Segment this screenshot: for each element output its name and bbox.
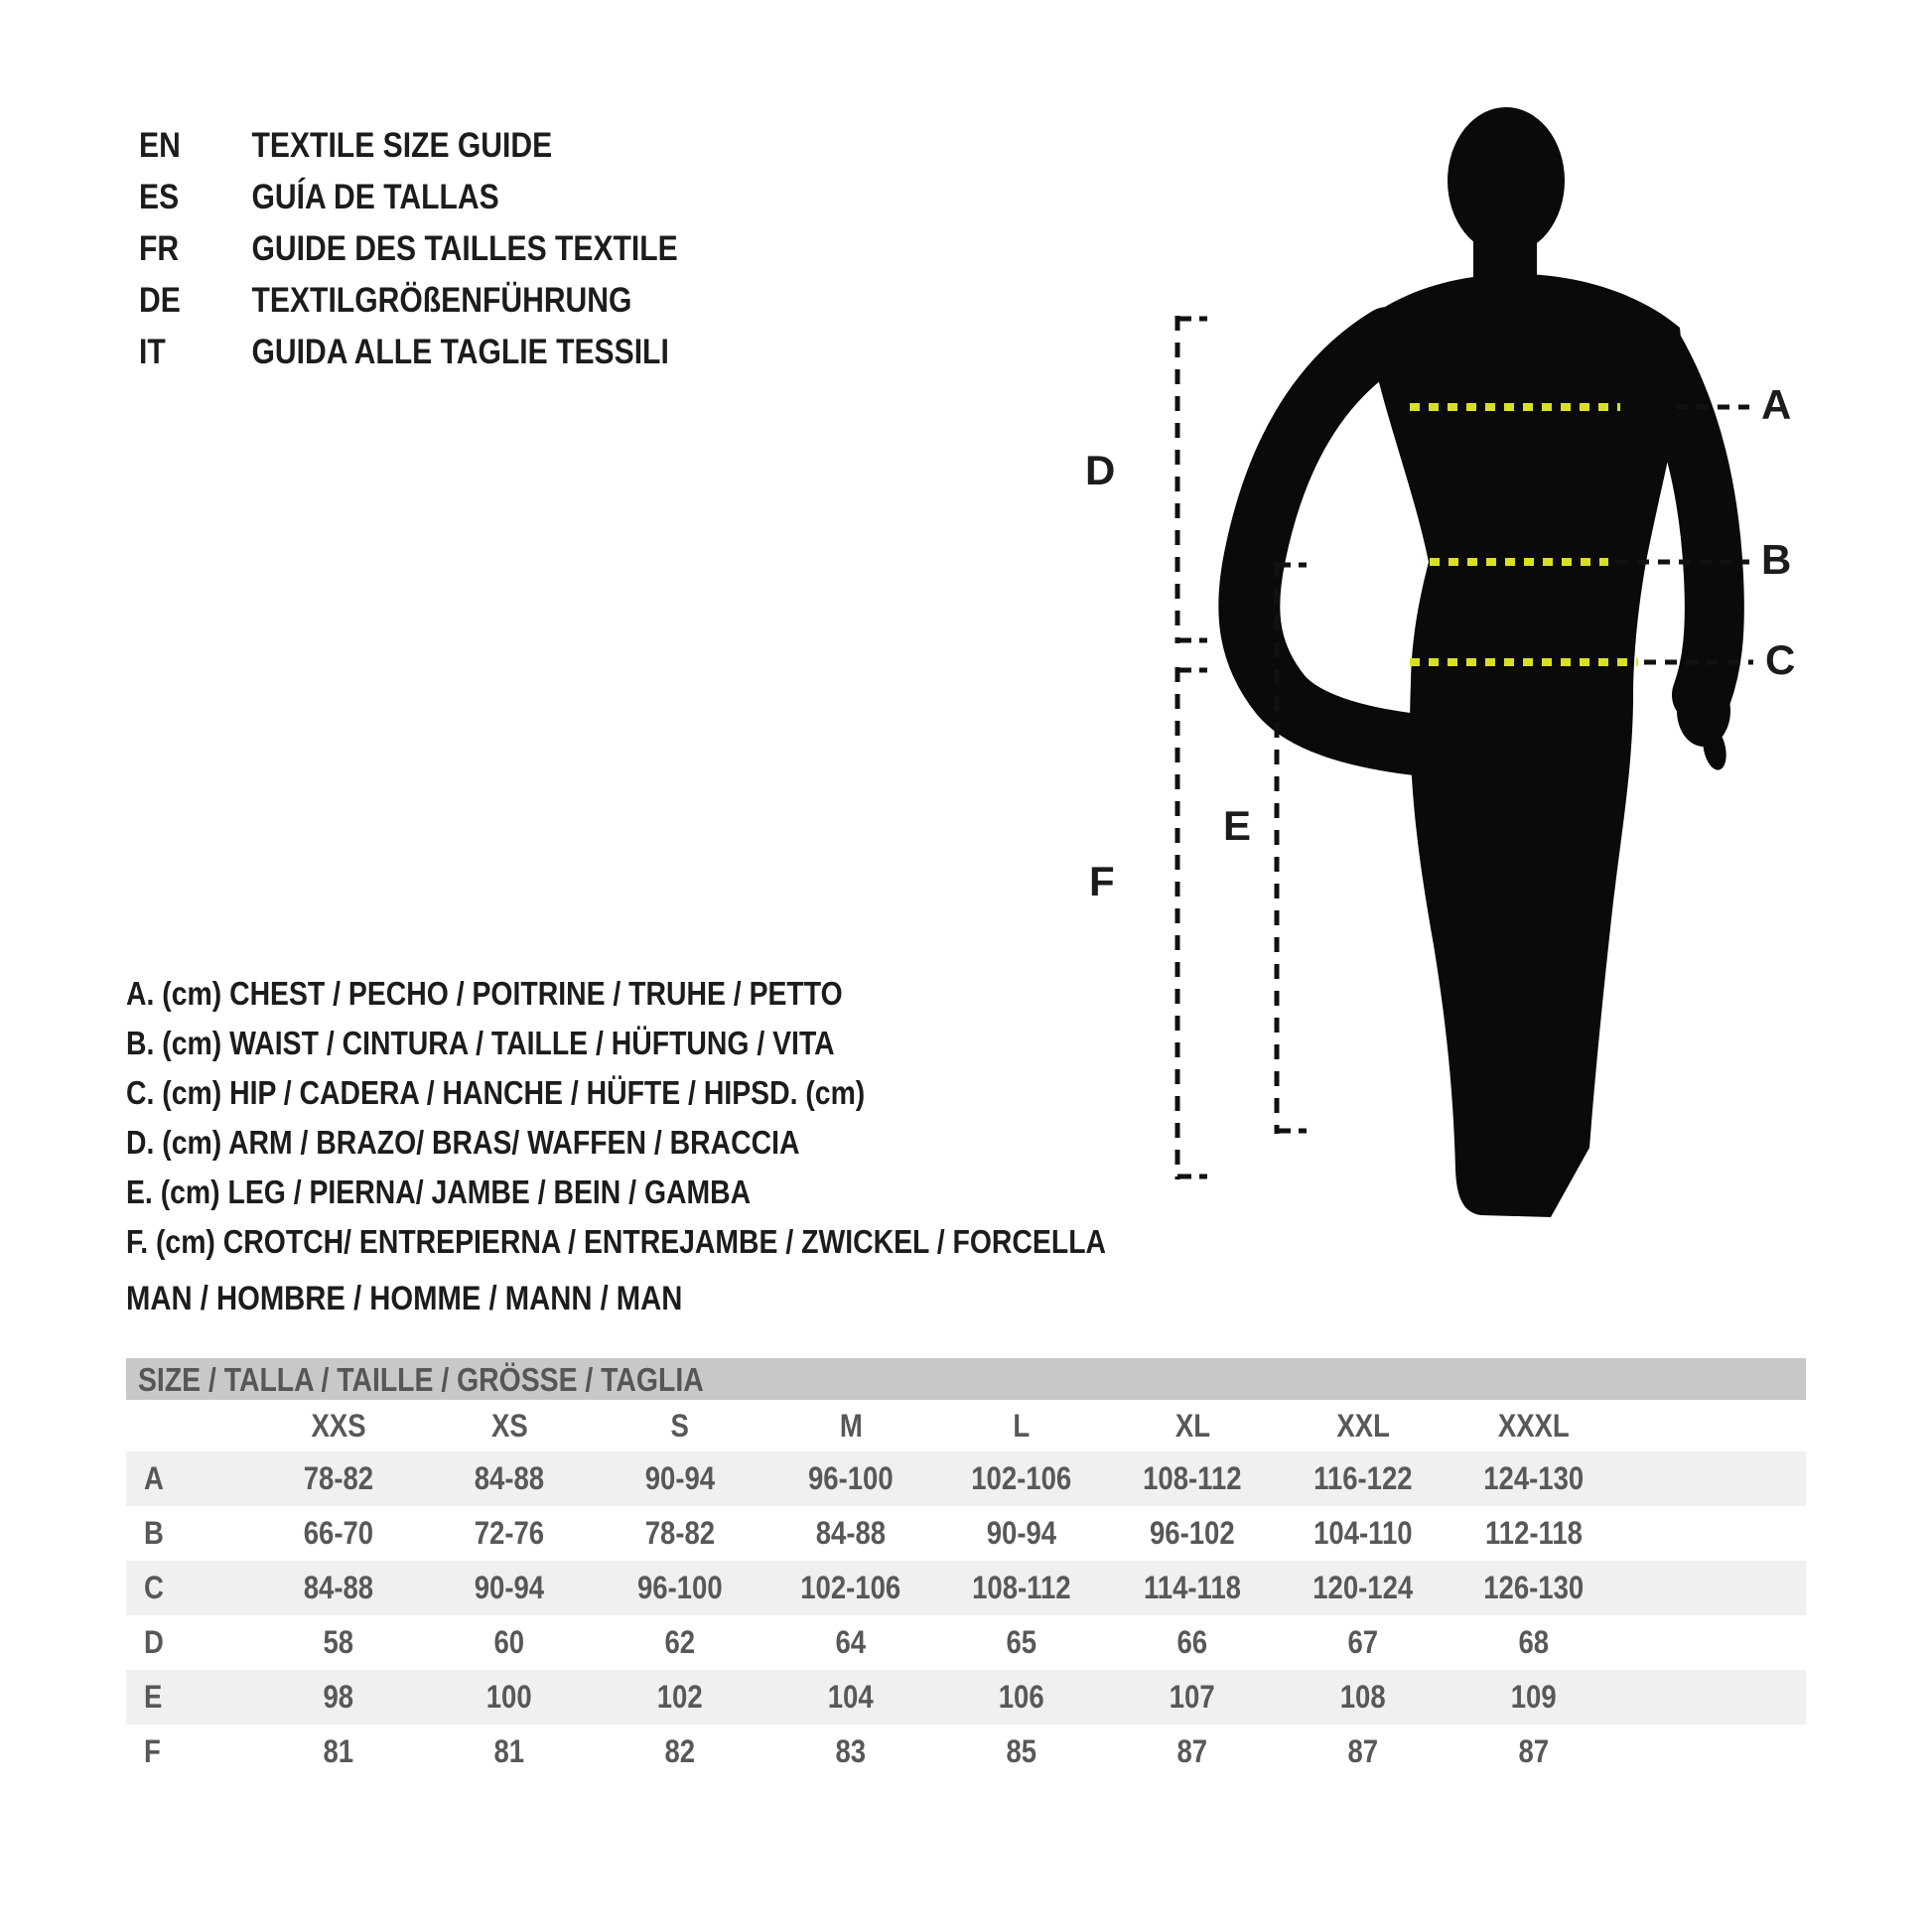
table-cell: 78-82: [303, 1460, 374, 1496]
legend-waist: B. (cm) WAIST / CINTURA / TAILLE / HÜFTUNG / VITA: [126, 1025, 835, 1061]
table-cell: 108-112: [972, 1570, 1071, 1605]
table-cell: 66: [1176, 1624, 1208, 1660]
corner-cell: [126, 1400, 253, 1451]
guide-title: GUIDE DES TAILLES TEXTILE: [251, 229, 678, 268]
guide-title: GUÍA DE TALLAS: [251, 178, 499, 216]
row-label: F: [144, 1733, 161, 1769]
row-label: C: [144, 1570, 164, 1605]
table-cell: 87: [1518, 1733, 1550, 1769]
table-cell: 96-100: [637, 1570, 723, 1605]
table-cell: 81: [493, 1733, 525, 1769]
table-row: [126, 1451, 1806, 1506]
table-cell: 78-82: [644, 1515, 716, 1551]
table-cell: 58: [323, 1624, 354, 1660]
language-code: DE: [139, 281, 181, 320]
size-table-header: SIZE / TALLA / TAILLE / GRÖSSE / TAGLIA: [126, 1358, 1806, 1400]
legend-leg: E. (cm) LEG / PIERNA/ JAMBE / BEIN / GAMBA: [126, 1173, 752, 1210]
table-cell: 84-88: [474, 1460, 545, 1496]
table-cell: 96-100: [808, 1460, 894, 1496]
table-cell: 109: [1511, 1679, 1557, 1715]
size-table: [126, 1358, 1806, 1779]
size-columns-row: [126, 1400, 1806, 1451]
language-code: IT: [139, 333, 166, 371]
column-header: S: [670, 1408, 690, 1444]
language-code: ES: [139, 178, 180, 216]
table-cell: 62: [664, 1624, 696, 1660]
table-cell: 106: [999, 1679, 1044, 1715]
table-cell: 98: [323, 1679, 354, 1715]
language-code: EN: [139, 126, 181, 165]
column-header: XL: [1174, 1408, 1210, 1444]
table-cell: 87: [1176, 1733, 1208, 1769]
table-cell: 85: [1006, 1733, 1037, 1769]
guide-title: TEXTILE SIZE GUIDE: [251, 126, 553, 165]
table-cell: 84-88: [815, 1515, 887, 1551]
legend-crotch: F. (cm) CROTCH/ ENTREPIERNA / ENTREJAMBE / ZWICKEL / FORCELLA: [126, 1223, 1107, 1260]
guide-title: TEXTILGRÖßENFÜHRUNG: [251, 281, 632, 320]
column-header: XXS: [311, 1408, 366, 1444]
table-cell: 104-110: [1313, 1515, 1413, 1551]
table-cell: 126-130: [1483, 1570, 1585, 1605]
table-row: [126, 1561, 1806, 1615]
table-cell: 102: [657, 1679, 703, 1715]
language-title-list: [139, 120, 765, 378]
row-label: B: [144, 1515, 164, 1551]
table-row: [126, 1615, 1806, 1670]
table-cell: 100: [486, 1679, 532, 1715]
table-cell: 87: [1347, 1733, 1379, 1769]
row-label: A: [144, 1460, 164, 1496]
table-cell: 66-70: [303, 1515, 374, 1551]
table-cell: 108: [1340, 1679, 1386, 1715]
table-cell: 84-88: [303, 1570, 374, 1605]
category-line: MAN / HOMBRE / HOMME / MANN / MAN: [126, 1280, 683, 1317]
label-hip-c: C: [1765, 636, 1796, 683]
table-cell: 82: [664, 1733, 696, 1769]
column-header: XXXL: [1498, 1408, 1570, 1444]
table-cell: 114-118: [1144, 1570, 1241, 1605]
table-cell: 108-112: [1143, 1460, 1242, 1496]
table-cell: 90-94: [986, 1515, 1057, 1551]
table-cell: 83: [835, 1733, 867, 1769]
label-chest-a: A: [1761, 381, 1792, 428]
guide-title: GUIDA ALLE TAGLIE TESSILI: [251, 333, 669, 371]
table-cell: 107: [1170, 1679, 1215, 1715]
table-cell: 65: [1006, 1624, 1037, 1660]
row-label: D: [144, 1624, 164, 1660]
table-cell: 60: [493, 1624, 525, 1660]
column-header: XXL: [1336, 1408, 1390, 1444]
table-cell: 116-122: [1313, 1460, 1413, 1496]
row-label: E: [144, 1679, 163, 1715]
language-code: FR: [139, 229, 180, 268]
column-header: L: [1013, 1408, 1031, 1444]
label-waist-b: B: [1761, 536, 1792, 583]
column-header: XS: [490, 1408, 528, 1444]
table-row: [126, 1725, 1806, 1779]
table-cell: 104: [828, 1679, 874, 1715]
measurement-legend: [126, 969, 1266, 1267]
table-row: [126, 1506, 1806, 1561]
legend-chest: A. (cm) CHEST / PECHO / POITRINE / TRUHE / PETTO: [126, 975, 843, 1012]
column-header: M: [839, 1408, 863, 1444]
label-crotch-f: F: [1089, 858, 1115, 904]
table-cell: 68: [1518, 1624, 1550, 1660]
table-cell: 102-106: [800, 1570, 901, 1605]
table-row: [126, 1670, 1806, 1725]
legend-hip: C. (cm) HIP / CADERA / HANCHE / HÜFTE / HIPSD. (cm): [126, 1074, 866, 1111]
man-silhouette-figure: [1249, 107, 1730, 1217]
table-cell: 81: [323, 1733, 354, 1769]
table-cell: 67: [1347, 1624, 1379, 1660]
table-cell: 64: [835, 1624, 867, 1660]
legend-arm: D. (cm) ARM / BRAZO/ BRAS/ WAFFEN / BRACCIA: [126, 1124, 800, 1161]
table-cell: 120-124: [1312, 1570, 1414, 1605]
label-arm-d: D: [1085, 447, 1116, 493]
table-cell: 72-76: [474, 1515, 545, 1551]
table-cell: 90-94: [644, 1460, 716, 1496]
table-cell: 124-130: [1483, 1460, 1585, 1496]
label-leg-e: E: [1223, 802, 1252, 849]
table-cell: 96-102: [1150, 1515, 1235, 1551]
table-cell: 102-106: [971, 1460, 1072, 1496]
table-cell: 112-118: [1485, 1515, 1583, 1551]
table-cell: 90-94: [474, 1570, 545, 1605]
